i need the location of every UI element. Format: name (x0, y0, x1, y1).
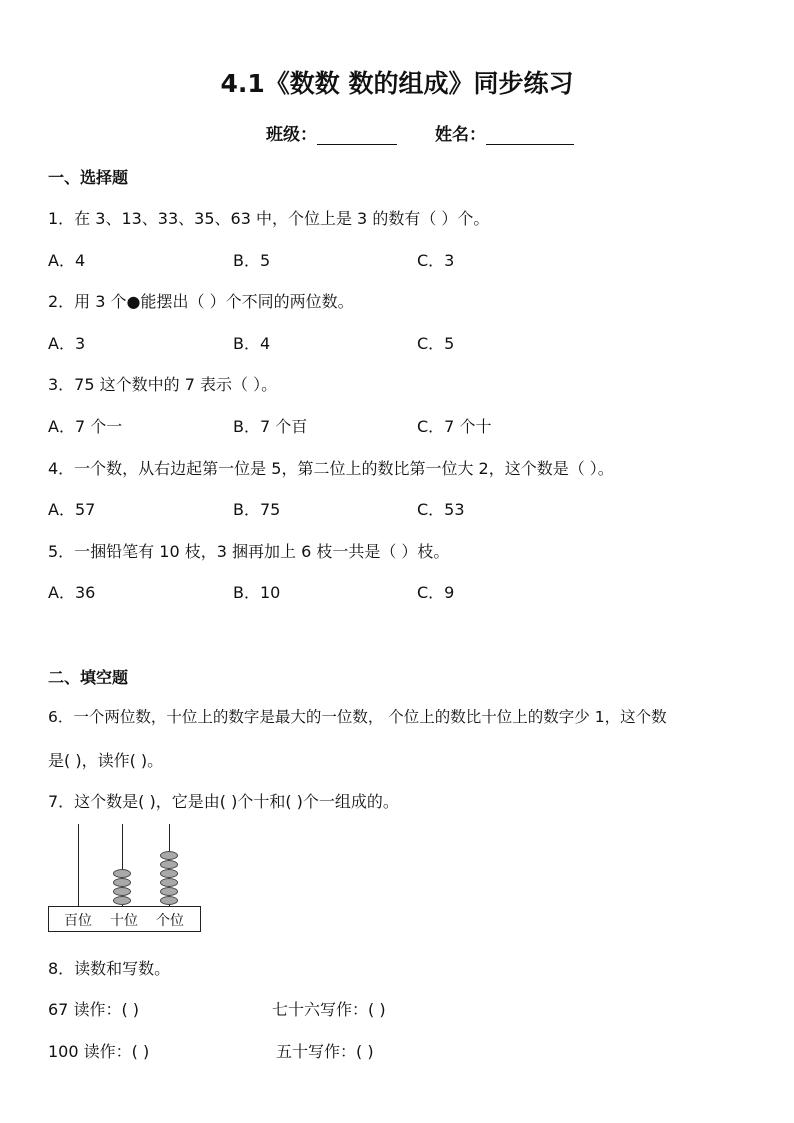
abacus-bead-tens (113, 878, 131, 887)
abacus-bead-ones (160, 896, 178, 905)
class-blank[interactable] (317, 126, 397, 145)
name-label: 姓名： (435, 125, 486, 145)
abacus-bead-tens (113, 869, 131, 878)
q3-option-b[interactable]: B．7 个百 (233, 417, 308, 436)
q5-option-b[interactable]: B．10 (233, 583, 281, 602)
section-choice-heading: 一、选择题 (48, 168, 129, 187)
q8-item-2[interactable]: 七十六写作：( ) (272, 1000, 386, 1019)
abacus-bead-ones (160, 860, 178, 869)
q5-option-a[interactable]: A．36 (48, 583, 96, 602)
section-fill-heading: 二、填空题 (48, 668, 129, 687)
abacus-bead-tens (113, 887, 131, 896)
q4-option-c[interactable]: C．53 (417, 500, 465, 519)
name-field (435, 120, 574, 145)
abacus-bead-tens (113, 896, 131, 905)
q4-option-a[interactable]: A．57 (48, 500, 96, 519)
abacus-label-tens: 十位 (110, 913, 138, 929)
q8-item-1[interactable]: 67 读作：( ) (48, 1000, 140, 1019)
question-4: 4．一个数，从右边起第一位是 5，第二位上的数比第一位大 2，这个数是（ ）。 (48, 459, 614, 478)
abacus-bead-ones (160, 887, 178, 896)
question-7: 7．这个数是( )，它是由( )个十和( )个一组成的。 (48, 792, 399, 811)
question-8: 8．读数和写数。 (48, 959, 171, 978)
question-6-line-1: 6．一个两位数，十位上的数字是最大的一位数， 个位上的数比十位上的数字少 1，这个数 (48, 708, 667, 726)
q4-option-b[interactable]: B．75 (233, 500, 281, 519)
abacus-label-ones: 个位 (156, 913, 184, 929)
abacus-bead-ones (160, 851, 178, 860)
question-3: 3．75 这个数中的 7 表示（ ）。 (48, 375, 278, 394)
class-label: 班级： (266, 125, 317, 145)
q8-item-3[interactable]: 100 读作：( ) (48, 1042, 150, 1061)
q2-option-c[interactable]: C．5 (417, 334, 455, 353)
q1-option-a[interactable]: A．4 (48, 251, 86, 270)
abacus-bead-ones (160, 869, 178, 878)
q8-item-4[interactable]: 五十写作：( ) (276, 1042, 374, 1061)
question-6-line-2: 是( )，读作( )。 (48, 751, 164, 770)
question-2: 2．用 3 个●能摆出（ ）个不同的两位数。 (48, 292, 354, 311)
question-1: 1．在 3、13、33、35、63 中，个位上是 3 的数有（ ）个。 (48, 209, 490, 228)
q3-option-a[interactable]: A．7 个一 (48, 417, 123, 436)
abacus-label-hundreds: 百位 (64, 913, 92, 929)
q1-option-b[interactable]: B．5 (233, 251, 271, 270)
q2-option-b[interactable]: B．4 (233, 334, 271, 353)
page-title: 4.1《数数 数的组成》同步练习 (220, 69, 574, 98)
name-blank[interactable] (486, 126, 574, 145)
q2-option-a[interactable]: A．3 (48, 334, 86, 353)
class-field (266, 120, 397, 145)
q1-option-c[interactable]: C．3 (417, 251, 455, 270)
abacus-bead-ones (160, 878, 178, 887)
abacus-rod-hundreds (78, 824, 79, 906)
q5-option-c[interactable]: C．9 (417, 583, 455, 602)
question-5: 5．一捆铅笔有 10 枝，3 捆再加上 6 枝一共是（ ）枝。 (48, 542, 450, 561)
q3-option-c[interactable]: C．7 个十 (417, 417, 492, 436)
